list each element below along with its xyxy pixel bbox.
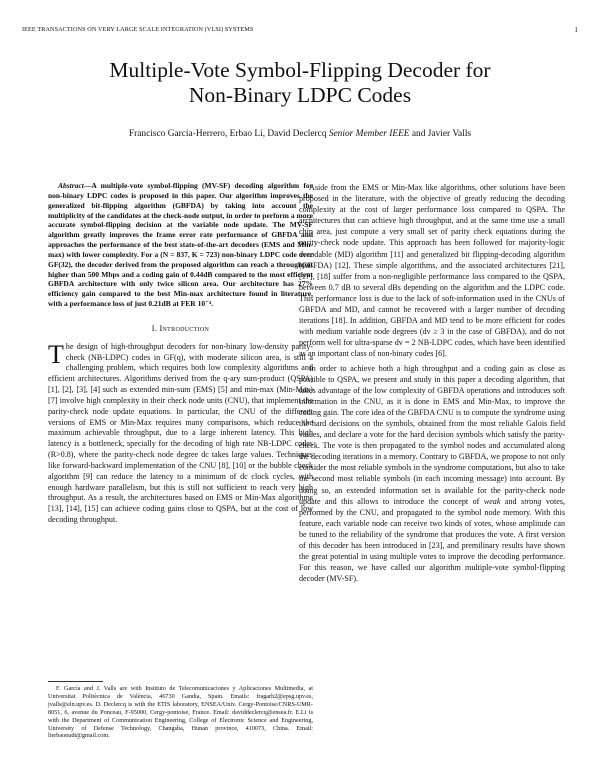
para2-part-b: votes, performed by the CNU, and propagated to the symbol node memory. With this feature, each variable node can receive two kinds of votes, whose amplitude can be tuned to the reliability of the syndrome that produces the vote. A first version of this decoder has been introduced in [23], and premilinary results have shown the great potential in using multiple votes to improve the decoding performance. For this reason, we have called our algorithm multiple-vote symbol-flipping decoder (MV-SF). bbox=[299, 496, 565, 584]
intro-text: he design of high-throughput decoders for non-binary low-density parity-check (NB-LDPC) codes in GF(q), with moderate silicon area, is still a challenging problem, which requires both low complexity algorithms and efficient architectures. Algorithms derived from the q-ary sum-product (QSPA) [1], [2], [3], [4] such as extended min-sum (EMS) [5] and min-max (Min-Max) [7] involve high complexity in their check node units (CNU), that implement the parity-check node update equations. In particular, the CNU of the different versions of EMS or Min-Max requires many comparisons, which reduce the maximum achievable throughput, due to a large inherent latency. This high latency is a bottleneck, specially for the decoding of high rate NB-LDPC codes (R>0.8), where the parity-check node degree dc takes large values. Techniques like forward-backward implementation of the CNU [8], [10] or the bubble check algorithm [9] can reduce the latency to a minimum of dc clock cycles, with enough hardware parallelism, but this is still not sufficient to reach very high throughput. As a result, the architectures based on EMS or Min-Max algorithms [13], [14], [15] can achieve coding gains close to QSPA, but at the cost of low decoding throughput. bbox=[48, 341, 313, 525]
author-affiliation-footnote: F. García and J. Valls are with Instituto de Telecomunicaciones y Aplicaciones Multimedia, at Universitat Politècnica de València, 46730 Gandia, Spain. Emails: fragarh2@epsg.upv.es, jvalls@eln.upv.es. D. Declercq is with the ETIS laboratory, ENSEA/Univ. Cergy-Pontoise/CNRS-UMR-8051, 6, avenue du Ponceau, F-95000, Cergy-pontoise, France. Email: daviddeclercq@ensea.fr. E.Li is with the Department of Communication Engineering, College of Electronic Science and Engineering, University of Defense Technology, Changsha, Hunan province, 410073, China. Email: lierbaonudt@gmail.com. bbox=[48, 685, 313, 740]
author-role: Senior Member IEEE bbox=[328, 129, 410, 139]
journal-name: IEEE TRANSACTIONS ON VERY LARGE SCALE INTEGRATION (VLSI) SYSTEMS bbox=[22, 26, 254, 33]
left-column bbox=[48, 181, 313, 526]
authors-part-1: Francisco García-Herrero, Erbao Li, David Declercq bbox=[128, 129, 329, 139]
author-list bbox=[30, 129, 570, 139]
abstract-label: Abstract bbox=[58, 181, 84, 190]
abstract-text: —A multiple-vote symbol-flipping (MV-SF) decoding algorithm for non-binary LDPC codes is proposed in this paper. Our algorithm improves the generalized bit-flipping algorithm (GBFDA) by taking into account the multiplicity of the candidates at the check-node output, in order to perform a more accurate symbol-flipping decision at the variable node update. The MV-SF algorithm greatly improves the frame error rate performance of GBFDA and approaches the performance of the best state-of-the-art decoders (EMS and Min-max) with lower complexity. For a (N = 837, K = 723) non-binary LDPC code over GF(32), the decoder derived from the proposed algorithm can reach a throughput higher than 500 Mbps and a coding gain of 0.44dB compared to the most efficient GBFDA architecture with only twice silicon area. Our architecture has 27% efficiency gain compared to the best Min-max architecture found in literature, with a performance loss of just 0.21dB at FER 10⁻⁴. bbox=[48, 181, 313, 309]
paper-title bbox=[30, 58, 570, 107]
section-heading: I. Introduction bbox=[151, 323, 210, 333]
conjunction: and bbox=[500, 496, 522, 506]
authors-part-2: and Javier Valls bbox=[409, 129, 472, 139]
term-strong: strong bbox=[521, 496, 542, 506]
title-line-1: Multiple-Vote Symbol-Flipping Decoder for bbox=[109, 58, 491, 82]
term-weak: weak bbox=[483, 496, 501, 506]
para2-part-a: In order to achieve both a high throughput and a coding gain as close as possible to QSPA, we present and study in this paper a decoding algorithm, that takes advantage of the low complexity of GBFDA operations and introduces soft information in the CNU, as it is done in EMS and Min-Max, to improve the coding gain. The core idea of the GBFDA CNU is to compute the syndrome using the hard decisions on the symbols, obtained from the most reliable Galois field values, and declare a vote for the hard decision symbols which satisfy the parity-check. The vote is then propagated to the symbol nodes and accumulated along the decoding iterations in a memory. Contrary to GBFDA, we propose to not only consider the most reliable symbols in the syndrome computations, but also to take the second most reliable symbols (in each incoming message) into account. By doing so, an extended information set is available for the parity-check node update and this allows to introduce the concept of bbox=[299, 363, 565, 506]
footnote-rule bbox=[48, 681, 103, 682]
running-header bbox=[22, 26, 578, 33]
body-paragraph-1: Aside from the EMS or Min-Max like algorithms, other solutions have been proposed in the literature, with the objective of greatly reducing the decoding complexity at the cost of larger performance loss compared to QSPA. The architectures that can achieve high throughput, and at the same time use a small chip area, just compute a very small set of parity check equations during the parity-check node update. This approach has been followed for majority-logic decodable (MD) algorithm [11] and generalized bit flipping-decoding algorithm (GBFDA) [12]. These simple algorithms, and the associated architectures [21], [17], [18] suffer from a non-negligible performance loss compared to the QSPA, between 0.7 dB to several dBs depending on the algorithm and the LDPC code. This performance loss is due to the lack of soft-information used in the CNUs of GBFDA and MD, and cannot be recovered with a larger number of decoding iterations [18]. In addition, GBFDA and MD tend to be more efficient for codes with medium variable node degrees (dv ≥ 3 in the case of GBFDA), and do not perform well for ultra-sparse dv = 2 NB-LDPC codes, which have been identified as an important class of non-binary codes [6]. bbox=[299, 183, 565, 359]
body-paragraph-2 bbox=[299, 363, 565, 585]
title-line-2: Non-Binary LDPC Codes bbox=[188, 82, 412, 107]
page-number: 1 bbox=[574, 26, 578, 34]
drop-cap: T bbox=[48, 339, 64, 369]
intro-paragraph bbox=[48, 339, 313, 526]
right-column bbox=[299, 182, 565, 584]
abstract bbox=[48, 181, 313, 309]
